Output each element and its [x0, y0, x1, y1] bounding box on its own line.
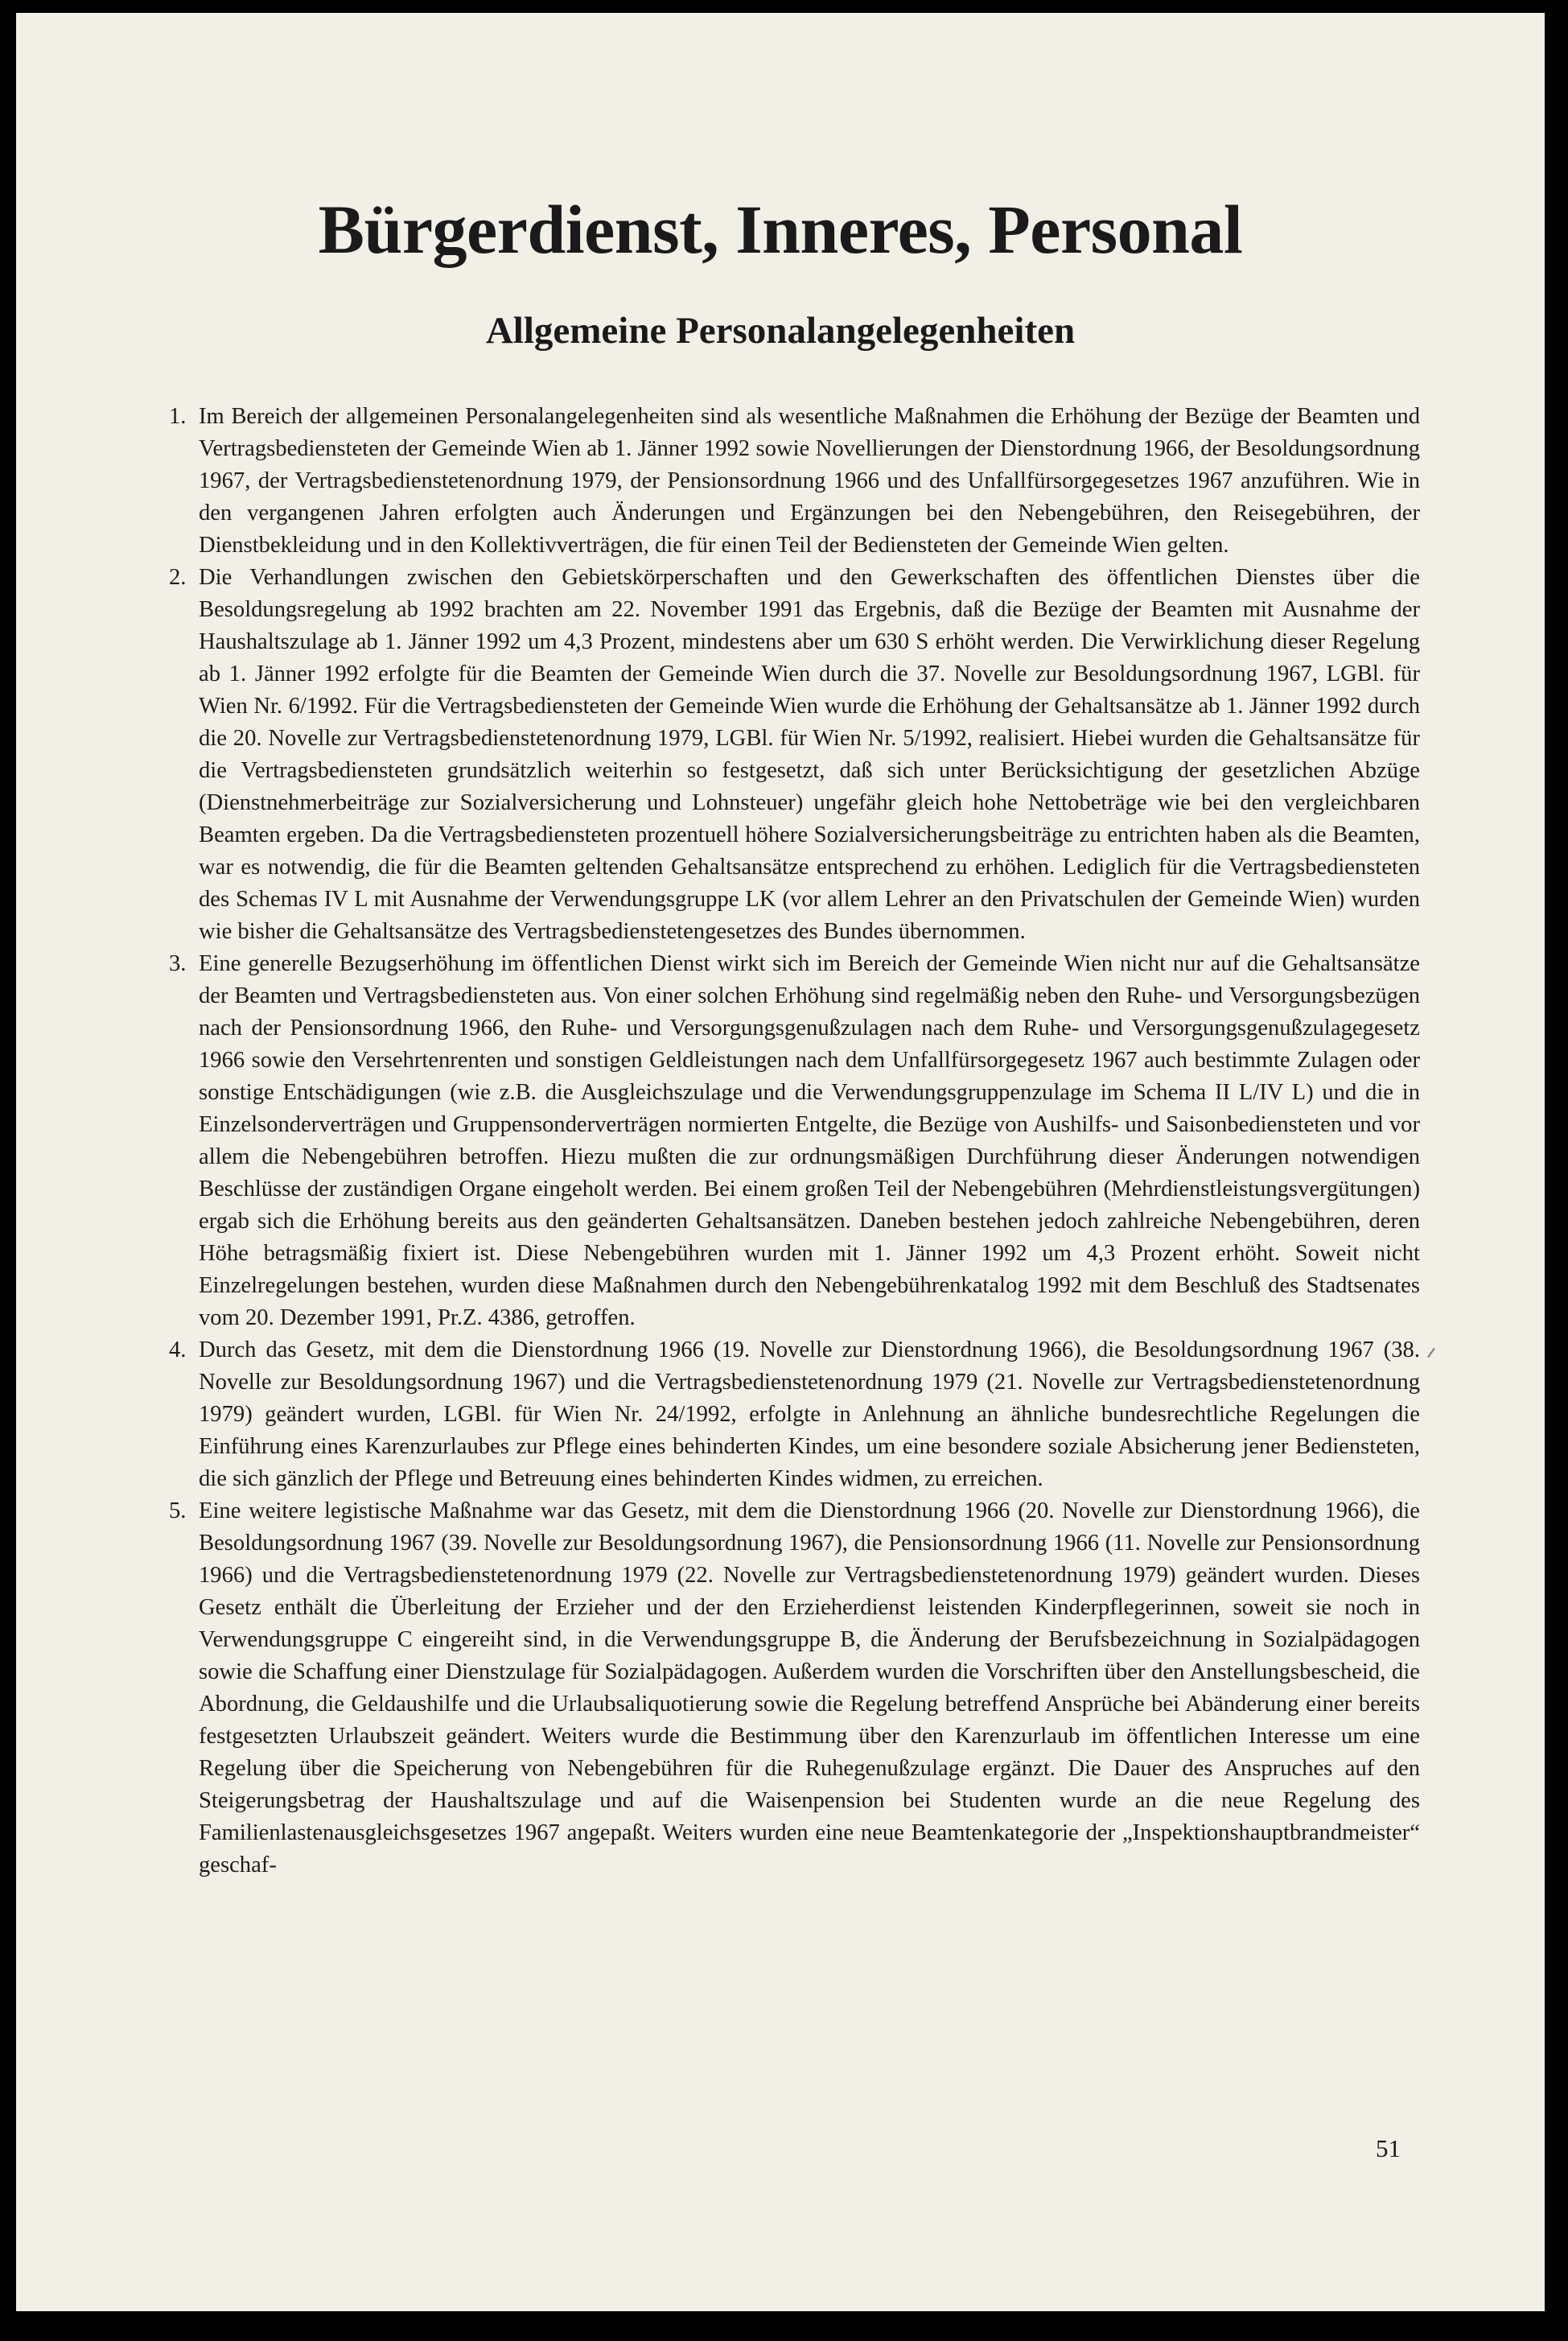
paragraph-text: Eine generelle Bezugserhöhung im öffentlichen Dienst wirkt sich im Bereich der Gemeinde Wien nicht nur auf die Gehaltsansätze der Beamten und Vertragsbediensteten aus. Von einer solchen Erhöhung sind regelmäßig neben den Ruhe- und Versorgungsbezügen nach der Pensionsordnung 1966, den Ruhe- und Versorgungsgenußzulagen nach dem Ruhe- und Versorgungsgenußzulagegesetz 1966 sowie den Versehrtenrenten und sonstigen Geldleistungen nach dem Unfallfürsorgegesetz 1967 auch bestimmte Zulagen oder sonstige Entschädigungen (wie z.B. die Ausgleichszulage und die Verwendungsgruppenzulage im Schema II L/IV L) und die in Einzelsonderverträgen und Gruppensonderverträgen normierten Entgelte, die Bezüge von Aushilfs- und Saisonbediensteten und vor allem die Nebengebühren betroffen. Hiezu mußten die zur ordnungsmäßigen Durchführung dieser Änderungen notwendigen Beschlüsse der zuständigen Organe eingeholt werden. Bei einem großen Teil der Nebengebühren (Mehrdienstleistungsvergütungen) ergab sich die Erhöhung bereits aus den geänderten Gehaltsansätzen. Daneben bestehen jedoch zahlreiche Nebengebühren, deren Höhe betragsmäßig fixiert ist. Diese Nebengebühren wurden mit 1. Jänner 1992 um 4,3 Prozent erhöht. Soweit nicht Einzelregelungen bestehen, wurden diese Maßnahmen durch den Nebengebührenkatalog 1992 mit dem Beschluß des Stadtsenates vom 20. Dezember 1991, Pr.Z. 4386, getroffen. [199, 951, 1420, 1330]
paragraph-text: Durch das Gesetz, mit dem die Dienstordnung 1966 (19. Novelle zur Dienstordnung 1966), die Besoldungsordnung 1967 (38. Novelle zur Besoldungsordnung 1967) und die Vertragsbedienstetenordnung 1979 (21. Novelle zur Vertragsbedienstetenordnung 1979) geändert wurden, LGBl. für Wien Nr. 24/1992, erfolgte in Anlehnung an ähnliche bundesrechtliche Regelungen die Einführung eines Karenzurlaubes zur Pflege eines behinderten Kindes, um eine besondere soziale Absicherung jener Bediensteten, die sich gänzlich der Pflege und Betreuung eines behinderten Kindes widmen, zu erreichen. [199, 1337, 1420, 1491]
paragraph-4 [169, 1334, 1420, 1495]
paragraph-number: 2. [169, 565, 187, 590]
section-subtitle: Allgemeine Personalangelegenheiten [485, 310, 1076, 352]
page-number: 51 [1376, 2134, 1401, 2162]
numbered-paragraph-list [169, 401, 1420, 1881]
paragraph-1 [169, 401, 1420, 562]
paragraph-number: 5. [169, 1498, 187, 1523]
document-page [16, 13, 1545, 2311]
paragraph-3 [169, 948, 1420, 1334]
paragraph-5 [169, 1495, 1420, 1881]
paragraph-text: Im Bereich der allgemeinen Personalangelegenheiten sind als wesentliche Maßnahmen die Erhöhung der Bezüge der Beamten und Vertragsbediensteten der Gemeinde Wien ab 1. Jänner 1992 sowie Novellierungen der Dienstordnung 1966, der Besoldungsordnung 1967, der Vertragsbedienstetenordnung 1979, der Pensionsordnung 1966 und des Unfallfürsorgegesetzes 1967 anzuführen. Wie in den vergangenen Jahren erfolgten auch Änderungen und Ergänzungen bei den Nebengebühren, den Reisegebühren, der Dienstbekleidung und in den Kollektivverträgen, die für einen Teil der Bediensteten der Gemeinde Wien gelten. [199, 404, 1420, 558]
paragraph-number: 4. [169, 1337, 187, 1362]
page-title: Bürgerdienst, Inneres, Personal [318, 191, 1243, 268]
paragraph-number: 3. [169, 951, 187, 976]
paragraph-text: Eine weitere legistische Maßnahme war das Gesetz, mit dem die Dienstordnung 1966 (20. Novelle zur Dienstordnung 1966), die Besoldungsordnung 1967 (39. Novelle zur Besoldungsordnung 1967), die Pensionsordnung 1966 (11. Novelle zur Pensionsordnung 1966) und die Vertragsbedienstetenordnung 1979 (22. Novelle zur Vertragsbedienstetenordnung 1979) geändert wurden. Dieses Gesetz enthält die Überleitung der Erzieher und der den Erzieherdienst leistenden Kinderpflegerinnen, soweit sie noch in Verwendungsgruppe C eingereiht sind, in die Verwendungsgruppe B, die Änderung der Berufsbezeichnung in Sozialpädagogen sowie die Schaffung einer Dienstzulage für Sozialpädagogen. Außerdem wurden die Vorschriften über den Anstellungsbescheid, die Abordnung, die Geldaushilfe und die Urlaubsaliquotierung sowie die Regelung betreffend Ansprüche bei Abänderung einer bereits festgesetzten Urlaubszeit geändert. Weiters wurde die Bestimmung über den Karenzurlaub im öffentlichen Interesse um eine Regelung über die Speicherung von Nebengebühren für die Ruhegenußzulage ergänzt. Die Dauer des Anspruches auf den Steigerungsbetrag der Haushaltszulage und auf die Waisenpension bei Studenten wurde an die neue Regelung des Familienlastenausgleichsgesetzes 1967 angepaßt. Weiters wurden eine neue Beamtenkategorie der „Inspektionshauptbrandmeister“ geschaf- [199, 1498, 1420, 1877]
paragraph-text: Die Verhandlungen zwischen den Gebietskörperschaften und den Gewerkschaften des öffentlichen Dienstes über die Besoldungsregelung ab 1992 brachten am 22. November 1991 das Ergebnis, daß die Bezüge der Beamten mit Ausnahme der Haushaltszulage ab 1. Jänner 1992 um 4,3 Prozent, mindestens aber um 630 S erhöht werden. Die Verwirklichung dieser Regelung ab 1. Jänner 1992 erfolgte für die Beamten der Gemeinde Wien durch die 37. Novelle zur Besoldungsordnung 1967, LGBl. für Wien Nr. 6/1992. Für die Vertragsbediensteten der Gemeinde Wien wurde die Erhöhung der Gehaltsansätze ab 1. Jänner 1992 durch die 20. Novelle zur Vertragsbedienstetenordnung 1979, LGBl. für Wien Nr. 5/1992, realisiert. Hiebei wurden die Gehaltsansätze für die Vertragsbediensteten grundsätzlich weiterhin so festgesetzt, daß sich unter Berücksichtigung der gesetzlichen Abzüge (Dienstnehmerbeiträge zur Sozialversicherung und Lohnsteuer) ungefähr gleich hohe Nettobeträge wie bei den vergleichbaren Beamten ergeben. Da die Vertragsbediensteten prozentuell höhere Sozialversicherungsbeiträge zu entrichten haben als die Beamten, war es notwendig, die für die Beamten geltenden Gehaltsansätze entsprechend zu erhöhen. Lediglich für die Vertragsbediensteten des Schemas IV L mit Ausnahme der Verwendungsgruppe LK (vor allem Lehrer an den Privatschulen der Gemeinde Wien) wurden wie bisher die Gehaltsansätze des Vertragsbedienstetengesetzes des Bundes übernommen. [199, 565, 1420, 944]
paragraph-number: 1. [169, 404, 187, 429]
margin-pencil-mark [1427, 1348, 1435, 1358]
paragraph-2 [169, 562, 1420, 948]
